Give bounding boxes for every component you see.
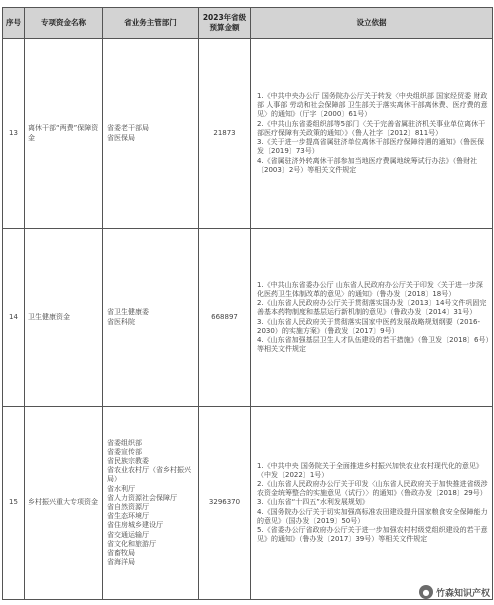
fund-name: 离休干部“两费”保障资金 (25, 39, 103, 229)
header-basis: 设立依据 (251, 8, 493, 39)
row-number: 14 (3, 229, 25, 407)
row-number: 15 (3, 407, 25, 600)
row-number: 13 (3, 39, 25, 229)
department-item: 省委老干部局 (107, 124, 149, 133)
department-item: 省海洋局 (107, 558, 135, 567)
budget-amount: 21873 (199, 39, 251, 229)
department-item: 省医科院 (107, 317, 135, 326)
department-item: 省民族宗教委 (107, 456, 149, 465)
budget-amount: 668897 (199, 229, 251, 407)
department-list (103, 407, 199, 600)
department-item: 省农业农村厅（省乡村振兴局） (107, 466, 191, 484)
table-row (3, 229, 493, 407)
watermark (419, 585, 490, 599)
watermark-text: 竹森知识产权 (435, 588, 490, 599)
department-list (103, 39, 199, 229)
header-fund-name: 专项资金名称 (25, 8, 103, 39)
header-budget-amount (199, 8, 251, 39)
department-item: 省医保局 (107, 133, 135, 142)
header-budget-line-2: 预算金额 (209, 23, 240, 32)
department-item: 省生态环境厅 (107, 512, 149, 521)
header-no: 序号 (3, 8, 25, 39)
header-department: 省业务主管部门 (103, 8, 199, 39)
department-item: 省卫生健康委 (107, 308, 149, 317)
department-item: 省住房城乡建设厅 (107, 521, 163, 530)
table-row (3, 407, 493, 600)
table-header-row (3, 8, 493, 39)
basis-cell (251, 407, 493, 600)
department-item: 省畜牧局 (107, 549, 135, 558)
special-fund-table (2, 7, 493, 600)
budget-amount: 3296370 (199, 407, 251, 600)
basis-text: 1.《中共中央 国务院关于全面推进乡村振兴加快农业农村现代化的意见》（中发〔2022〕1号） 2.《山东省人民政府办公厅关于印发〈山东省人民政府关于加快推进省级涉农资金统筹整合的实施意见（试行）〉的通知》（鲁政办发〔2018〕29号） 3.《山东省“十四五”水利发展规划》 4.《国务院办公厅关于切实加强高标准农田建设提升国家粮食安全保障能力的意见》（国办发〔2019〕50号） 5.《省委办公厅省政府办公厅关于进一步加强农村村级党组织建设的若干意见》的通知》（鲁办发〔2017〕39号）等相关文件规定 (257, 461, 488, 544)
department-list (103, 229, 199, 407)
department-item: 省水利厅 (107, 484, 135, 493)
department-item: 省委组织部 (107, 438, 142, 447)
basis-text: 1.《中共中央办公厅 国务院办公厅关于转发〈中央组织部 国家经贸委 财政部 人事部 劳动和社会保障部 卫生部关于落实离休干部离休费、医疗费的意见〉的通知》（厅字〔2000〕61号） 2.《中共山东省委组织部等5部门〈关于完善省属驻济机关事业单位离休干部医疗保障有关政策的通知〉》（鲁人社字〔2012〕811号） 3.《关于进一步提高省属驻济单位离休干部医疗保障待遇的通知》（鲁医保发〔2019〕73号） 4.《省属驻济外转离休干部参加当地医疗费属地统筹试行办法》（鲁财社〔2003〕2号）等相关文件规定 (257, 92, 488, 174)
basis-cell (251, 39, 493, 229)
basis-cell (251, 229, 493, 407)
budget-table-page (2, 7, 492, 598)
department-item: 省人力资源社会保障厅 (107, 493, 177, 502)
fund-name: 卫生健康资金 (25, 229, 103, 407)
fund-name: 乡村振兴重大专项资金 (25, 407, 103, 600)
basis-text: 1.《中共山东省委办公厅 山东省人民政府办公厅关于印发〈关于进一步深化医药卫生体制改革的意见〉的通知》（鲁办发〔2018〕18号） 2.《山东省人民政府办公厅关于贯彻落实国办发〔2013〕14号文件巩固完善基本药物制度和基层运行新机制的意见》（鲁政办发〔2014〕31号） 3.《山东省人民政府关于贯彻落实国家中医药发展战略规划纲要（2016-2030）的实施方案》（鲁政发〔2017〕9号） 4.《山东省加强基层卫生人才队伍建设的若干措施》（鲁卫发〔2018〕6号）等相关文件规定 (257, 280, 489, 354)
department-item: 省交通运输厅 (107, 530, 149, 539)
table-row (3, 39, 493, 229)
department-item: 省自然资源厅 (107, 503, 149, 511)
header-budget-line-1: 2023年省级 (202, 13, 247, 22)
department-item: 省文化和旅游厅 (107, 539, 156, 548)
department-item: 省委宣传部 (107, 447, 142, 456)
wechat-icon: ● (419, 585, 433, 599)
